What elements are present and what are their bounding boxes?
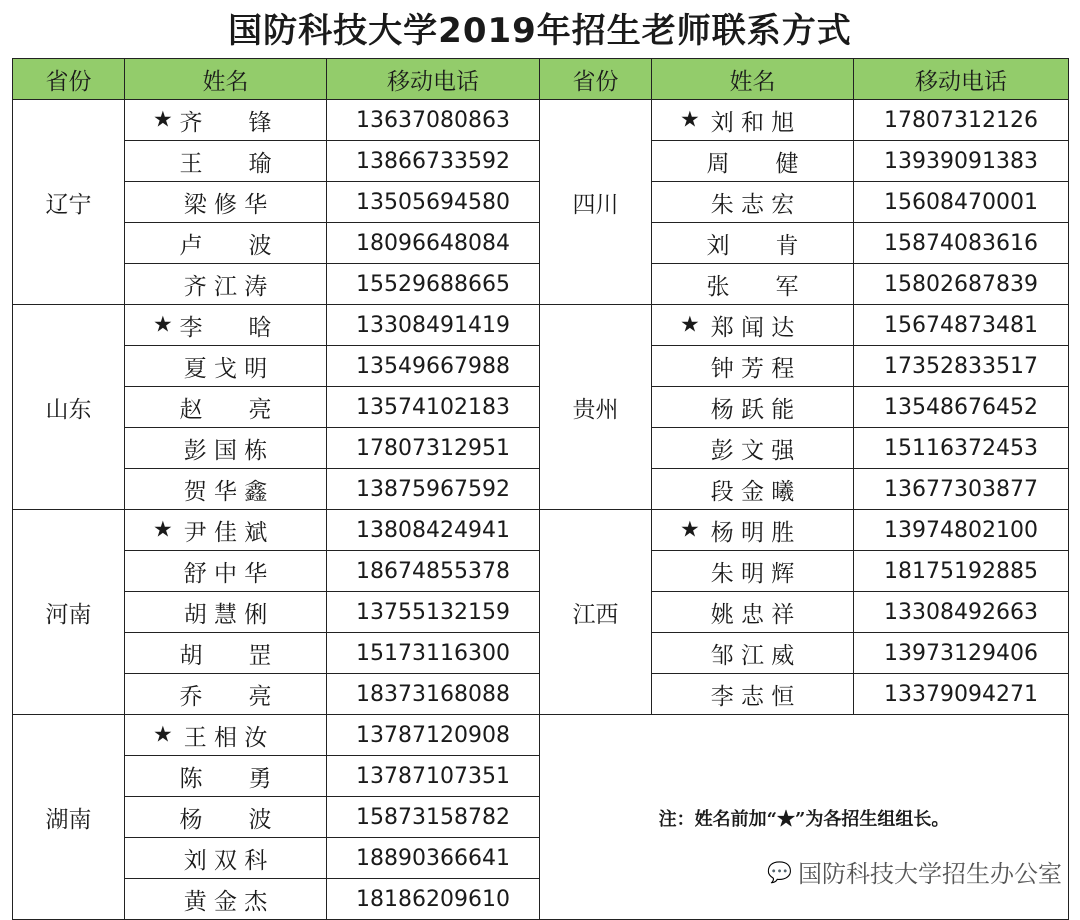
- province-cell: 河南: [13, 510, 125, 715]
- note-text: 注：姓名前加“★”为各招生组组长。: [658, 809, 950, 830]
- teacher-name: 黄 金 杰: [183, 888, 268, 915]
- header-phone-right: 移动电话: [854, 59, 1069, 100]
- teacher-name: 贺 华 鑫: [183, 478, 268, 505]
- name-cell: [652, 182, 854, 223]
- leader-star-icon: ★: [680, 312, 700, 338]
- name-cell: [652, 469, 854, 510]
- header-name-right: 姓名: [652, 59, 854, 100]
- phone-cell: 17807312126: [854, 100, 1069, 141]
- phone-cell: 17807312951: [327, 428, 540, 469]
- phone-cell: 13637080863: [327, 100, 540, 141]
- teacher-name: 刘 双 科: [183, 847, 268, 874]
- name-cell: [652, 633, 854, 674]
- contact-table: [12, 58, 1068, 915]
- phone-cell: 13974802100: [854, 510, 1069, 551]
- name-cell: [125, 797, 327, 838]
- teacher-name: 朱 志 宏: [710, 191, 795, 218]
- leader-star-icon: ★: [153, 722, 173, 748]
- teacher-name: 卢 波: [179, 232, 272, 259]
- teacher-name: 邹 江 威: [710, 642, 795, 669]
- header-name-left: 姓名: [125, 59, 327, 100]
- leader-star-icon: ★: [153, 517, 173, 543]
- teacher-name: 姚 忠 祥: [710, 601, 795, 628]
- phone-cell: 15116372453: [854, 428, 1069, 469]
- name-cell: [652, 551, 854, 592]
- name-cell: [652, 100, 854, 141]
- province-cell: 辽宁: [13, 100, 125, 305]
- teacher-name: 周 健: [706, 150, 799, 177]
- phone-cell: 18186209610: [327, 879, 540, 920]
- phone-cell: 13549667988: [327, 346, 540, 387]
- phone-cell: 13548676452: [854, 387, 1069, 428]
- name-cell: [125, 879, 327, 920]
- teacher-name: 赵 亮: [179, 396, 272, 423]
- wechat-icon: 💬: [767, 859, 792, 884]
- phone-cell: 17352833517: [854, 346, 1069, 387]
- name-cell: [652, 592, 854, 633]
- table-row: [13, 510, 1069, 551]
- phone-cell: 13574102183: [327, 387, 540, 428]
- name-cell: [652, 387, 854, 428]
- phone-cell: 13308491419: [327, 305, 540, 346]
- phone-cell: 15873158782: [327, 797, 540, 838]
- name-cell: [125, 756, 327, 797]
- teacher-name: 胡 慧 俐: [183, 601, 268, 628]
- teacher-name: 刘 肯: [706, 232, 799, 259]
- name-cell: [125, 551, 327, 592]
- name-cell: [125, 264, 327, 305]
- name-cell: [125, 100, 327, 141]
- name-cell: [652, 346, 854, 387]
- name-cell: [652, 510, 854, 551]
- table-header-row: [13, 59, 1069, 100]
- name-cell: [125, 510, 327, 551]
- teacher-name: 李 晗: [179, 314, 272, 341]
- name-cell: [125, 469, 327, 510]
- name-cell: [125, 346, 327, 387]
- teacher-name: 杨 明 胜: [710, 519, 795, 546]
- phone-cell: 13379094271: [854, 674, 1069, 715]
- phone-cell: 13973129406: [854, 633, 1069, 674]
- table-row: [13, 100, 1069, 141]
- teacher-name: 陈 勇: [179, 765, 272, 792]
- phone-cell: 13505694580: [327, 182, 540, 223]
- header-phone-left: 移动电话: [327, 59, 540, 100]
- province-cell: 湖南: [13, 715, 125, 920]
- phone-cell: 15802687839: [854, 264, 1069, 305]
- teacher-name: 齐 江 涛: [183, 273, 268, 300]
- teacher-name: 夏 戈 明: [183, 355, 268, 382]
- phone-cell: 13677303877: [854, 469, 1069, 510]
- phone-cell: 13787120908: [327, 715, 540, 756]
- phone-cell: 18096648084: [327, 223, 540, 264]
- teacher-name: 张 军: [706, 273, 799, 300]
- phone-cell: 15608470001: [854, 182, 1069, 223]
- name-cell: [125, 182, 327, 223]
- leader-star-icon: ★: [680, 517, 700, 543]
- phone-cell: 13308492663: [854, 592, 1069, 633]
- teacher-name: 乔 亮: [179, 683, 272, 710]
- name-cell: [125, 428, 327, 469]
- teacher-name: 彭 国 栋: [183, 437, 268, 464]
- phone-cell: 18373168088: [327, 674, 540, 715]
- name-cell: [125, 592, 327, 633]
- name-cell: [652, 305, 854, 346]
- name-cell: [125, 305, 327, 346]
- phone-cell: 15674873481: [854, 305, 1069, 346]
- leader-star-icon: ★: [153, 107, 173, 133]
- leader-star-icon: ★: [153, 312, 173, 338]
- teacher-name: 梁 修 华: [183, 191, 268, 218]
- teacher-name: 王 相 汝: [183, 724, 268, 751]
- name-cell: [652, 141, 854, 182]
- teacher-name: 钟 芳 程: [710, 355, 795, 382]
- teacher-name: 杨 波: [179, 806, 272, 833]
- phone-cell: 15173116300: [327, 633, 540, 674]
- table-row: [13, 715, 1069, 756]
- header-province-right: 省份: [540, 59, 652, 100]
- header-province-left: 省份: [13, 59, 125, 100]
- teacher-name: 杨 跃 能: [710, 396, 795, 423]
- phone-cell: 18674855378: [327, 551, 540, 592]
- phone-cell: 13939091383: [854, 141, 1069, 182]
- teacher-name: 彭 文 强: [710, 437, 795, 464]
- province-cell: 山东: [13, 305, 125, 510]
- name-cell: [652, 674, 854, 715]
- name-cell: [652, 223, 854, 264]
- teacher-name: 胡 罡: [179, 642, 272, 669]
- phone-cell: 13875967592: [327, 469, 540, 510]
- name-cell: [125, 223, 327, 264]
- watermark-text: 国防科技大学招生办公室: [798, 860, 1062, 888]
- teacher-name: 李 志 恒: [710, 683, 795, 710]
- teacher-name: 齐 锋: [179, 109, 272, 136]
- teacher-name: 舒 中 华: [183, 560, 268, 587]
- name-cell: [125, 838, 327, 879]
- phone-cell: 15529688665: [327, 264, 540, 305]
- leader-star-icon: ★: [680, 107, 700, 133]
- phone-cell: 13808424941: [327, 510, 540, 551]
- table-body: [13, 100, 1069, 920]
- teacher-name: 尹 佳 斌: [183, 519, 268, 546]
- table-row: [13, 305, 1069, 346]
- teacher-name: 王 瑜: [179, 150, 272, 177]
- province-cell: 贵州: [540, 305, 652, 510]
- phone-cell: 18175192885: [854, 551, 1069, 592]
- name-cell: [125, 715, 327, 756]
- page-title: 国防科技大学2019年招生老师联系方式: [228, 11, 852, 51]
- teacher-name: 段 金 曦: [710, 478, 795, 505]
- phone-cell: 13866733592: [327, 141, 540, 182]
- name-cell: [652, 428, 854, 469]
- phone-cell: 15874083616: [854, 223, 1069, 264]
- teacher-name: 郑 闻 达: [710, 314, 795, 341]
- watermark: [767, 854, 1062, 889]
- phone-cell: 13755132159: [327, 592, 540, 633]
- name-cell: [125, 633, 327, 674]
- province-cell: 四川: [540, 100, 652, 305]
- name-cell: [125, 387, 327, 428]
- name-cell: [125, 141, 327, 182]
- name-cell: [652, 264, 854, 305]
- province-cell: 江西: [540, 510, 652, 715]
- phone-cell: 18890366641: [327, 838, 540, 879]
- name-cell: [125, 674, 327, 715]
- teacher-name: 刘 和 旭: [710, 109, 795, 136]
- phone-cell: 13787107351: [327, 756, 540, 797]
- teacher-name: 朱 明 辉: [710, 560, 795, 587]
